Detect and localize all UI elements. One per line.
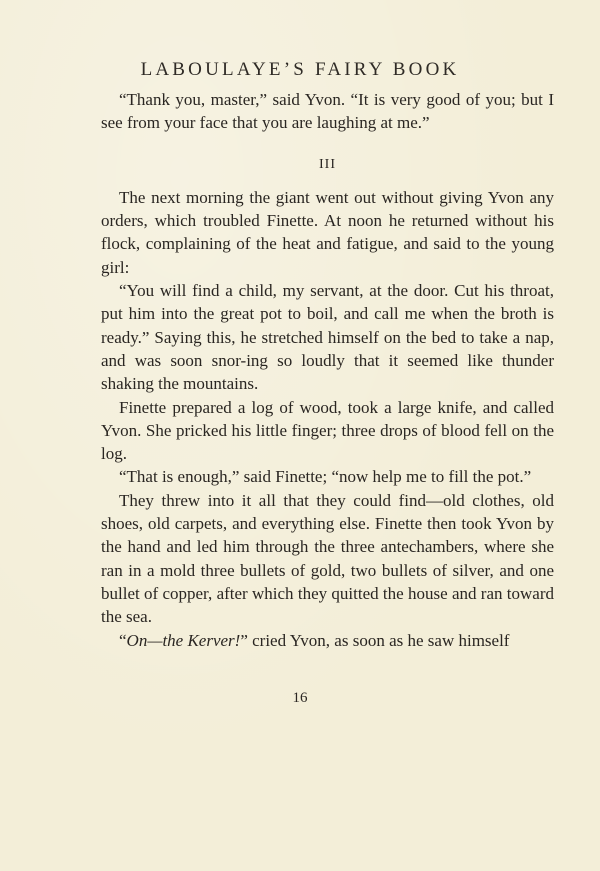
running-head: LABOULAYE’S FAIRY BOOK	[140, 59, 460, 80]
section-number: III	[319, 156, 336, 172]
paragraph-7-italic: On—the Kerver!	[126, 630, 241, 650]
paragraph-7-rest: ” cried Yvon, as soon as he saw himself	[240, 630, 510, 650]
paragraph-7-open-quote: “	[119, 630, 127, 650]
paragraph-7	[101, 629, 554, 652]
body-text	[101, 88, 554, 652]
page-number: 16	[292, 690, 308, 706]
paragraph-6: They threw into it all that they could find—old clothes, old shoes, old carpets, and everything else. Finette then took Yvon by the hand and led him through the three antechambers, where she ran in a mold three bullets of gold, two bullets of silver, and one bullet of copper, after which they quitted the house and ran toward the sea.	[101, 490, 554, 627]
paragraph-5: “That is enough,” said Finette; “now help me to fill the pot.”	[119, 467, 532, 487]
paragraph-1: “Thank you, master,” said Yvon. “It is very good of you; but I see from your face that you are laughing at me.”	[101, 90, 554, 133]
paragraph-3: “You will find a child, my servant, at the door. Cut his throat, put him into the great pot to boil, and call me when the broth is ready.” Saying this, he stretched himself on the bed to take a nap, and was soon snor-ing so loudly that it seemed like thunder shaking the mountains.	[101, 281, 554, 394]
paragraph-4: Finette prepared a log of wood, took a large knife, and called Yvon. She pricked his little finger; three drops of blood fell on the log.	[101, 397, 554, 464]
paragraph-2: The next morning the giant went out without giving Yvon any orders, which troubled Finette. At noon he returned without his flock, complaining of the heat and fatigue, and said to the young girl:	[101, 187, 554, 277]
